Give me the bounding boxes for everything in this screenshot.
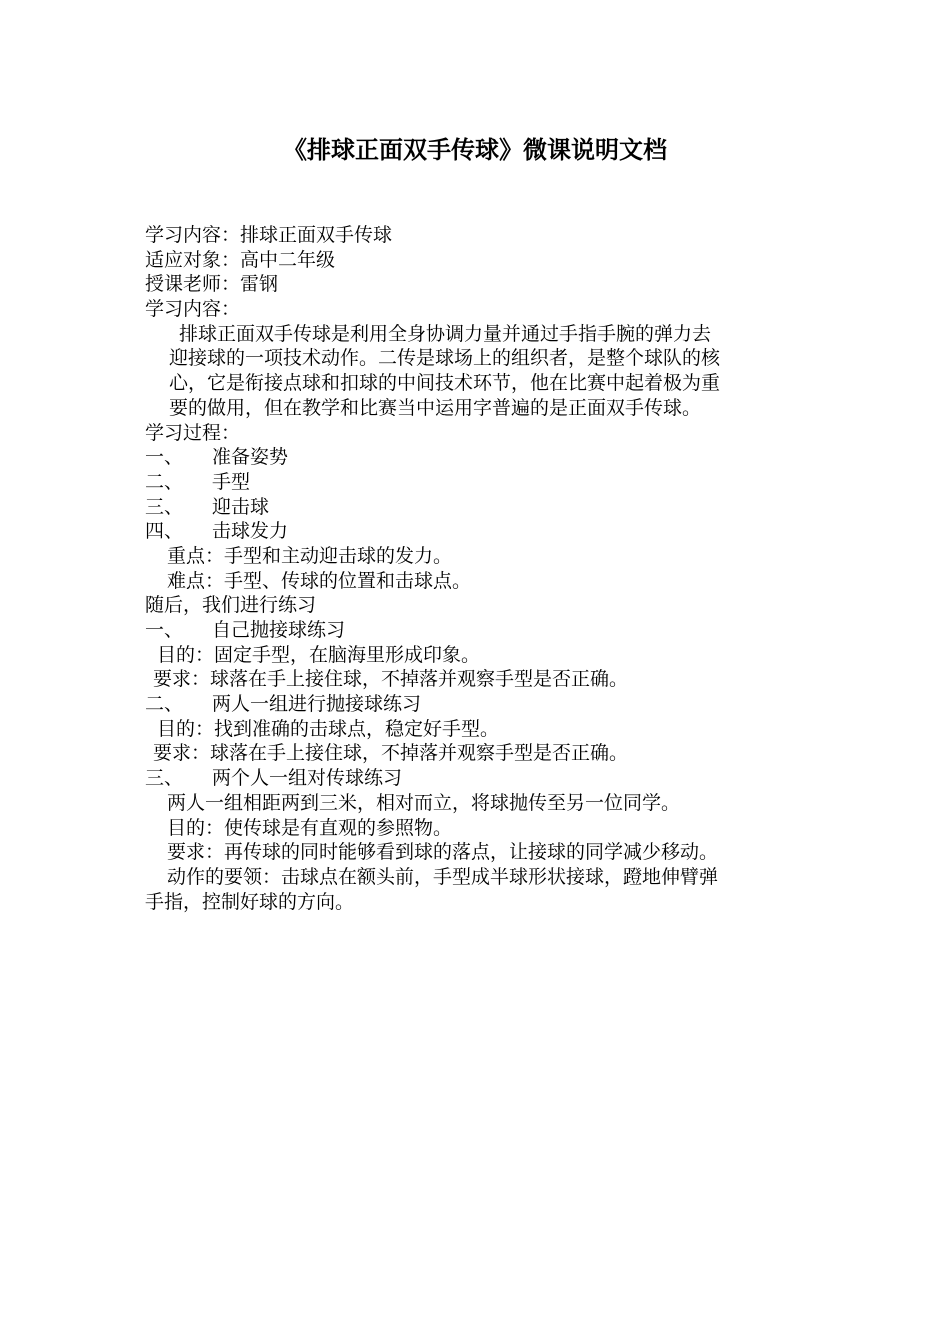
step-number: 三、 (145, 495, 184, 518)
exercise-title: 自己抛接球练习 (212, 619, 346, 641)
exercise-3-title (145, 766, 810, 791)
document-title: 《排球正面双手传球》微课说明文档 (283, 135, 667, 164)
intro-paragraph-line-4: 要的做用，但在教学和比赛当中运用字普遍的是正面双手传球。 (169, 396, 702, 419)
process-step-3 (145, 495, 810, 520)
process-step-4 (145, 519, 810, 544)
step-text: 击球发力 (212, 520, 289, 543)
intro-paragraph-line-2: 迎接球的一项技术动作。二传是球场上的组织者，是整个球队的核 (169, 347, 721, 370)
step-text: 准备姿势 (212, 446, 289, 469)
key-point: 重点：手型和主动迎击球的发力。 (167, 544, 453, 567)
exercise-title: 两人一组进行抛接球练习 (212, 693, 422, 716)
exercise-title: 两个人一组对传球练习 (212, 767, 403, 790)
step-text: 迎击球 (212, 495, 270, 518)
exercise-3-essentials-line-1: 动作的要领：击球点在额头前，手型成半球形状接球，蹬地伸臂弹 (167, 865, 719, 888)
process-step-2 (145, 470, 810, 495)
process-step-1 (145, 445, 810, 470)
exercise-1-requirement: 要求：球落在手上接住球，不掉落并观察手型是否正确。 (153, 668, 629, 691)
practice-heading: 随后，我们进行练习 (145, 594, 317, 617)
document-body (145, 223, 810, 914)
intro-paragraph-line-3: 心，它是衔接点球和扣球的中间技术环节，他在比赛中起着极为重 (169, 372, 721, 395)
exercise-number: 二、 (145, 693, 184, 716)
learning-content-line: 学习内容：排球正面双手传球 (145, 224, 393, 246)
step-text: 手型 (212, 470, 251, 493)
exercise-number: 一、 (145, 619, 184, 641)
exercise-1-title (145, 618, 810, 643)
intro-paragraph-line-1: 排球正面双手传球是利用全身协调力量并通过手指手腕的弹力去 (179, 322, 712, 345)
target-audience-line: 适应对象：高中二年级 (145, 248, 336, 271)
step-number: 一、 (145, 446, 184, 469)
step-number: 四、 (145, 520, 184, 543)
step-number: 二、 (145, 470, 184, 493)
exercise-3-requirement: 要求：再传球的同时能够看到球的落点，让接球的同学减少移动。 (167, 841, 719, 864)
exercise-1-goal: 目的：固定手型，在脑海里形成印象。 (157, 643, 481, 666)
difficult-point: 难点：手型、传球的位置和击球点。 (167, 569, 472, 592)
learning-content-heading: 学习内容： (145, 298, 241, 321)
exercise-number: 三、 (145, 767, 184, 790)
process-heading: 学习过程： (145, 421, 241, 444)
exercise-3-essentials-line-2: 手指，控制好球的方向。 (145, 890, 355, 913)
exercise-2-requirement: 要求：球落在手上接住球，不掉落并观察手型是否正确。 (153, 742, 629, 765)
teacher-line: 授课老师：雷钢 (145, 273, 279, 296)
exercise-3-goal: 目的：使传球是有直观的参照物。 (167, 816, 453, 839)
exercise-2-goal: 目的：找到准确的击球点，稳定好手型。 (157, 717, 500, 740)
exercise-3-description: 两人一组相距两到三米，相对而立，将球抛传至另一位同学。 (167, 791, 681, 814)
exercise-2-title (145, 692, 810, 717)
